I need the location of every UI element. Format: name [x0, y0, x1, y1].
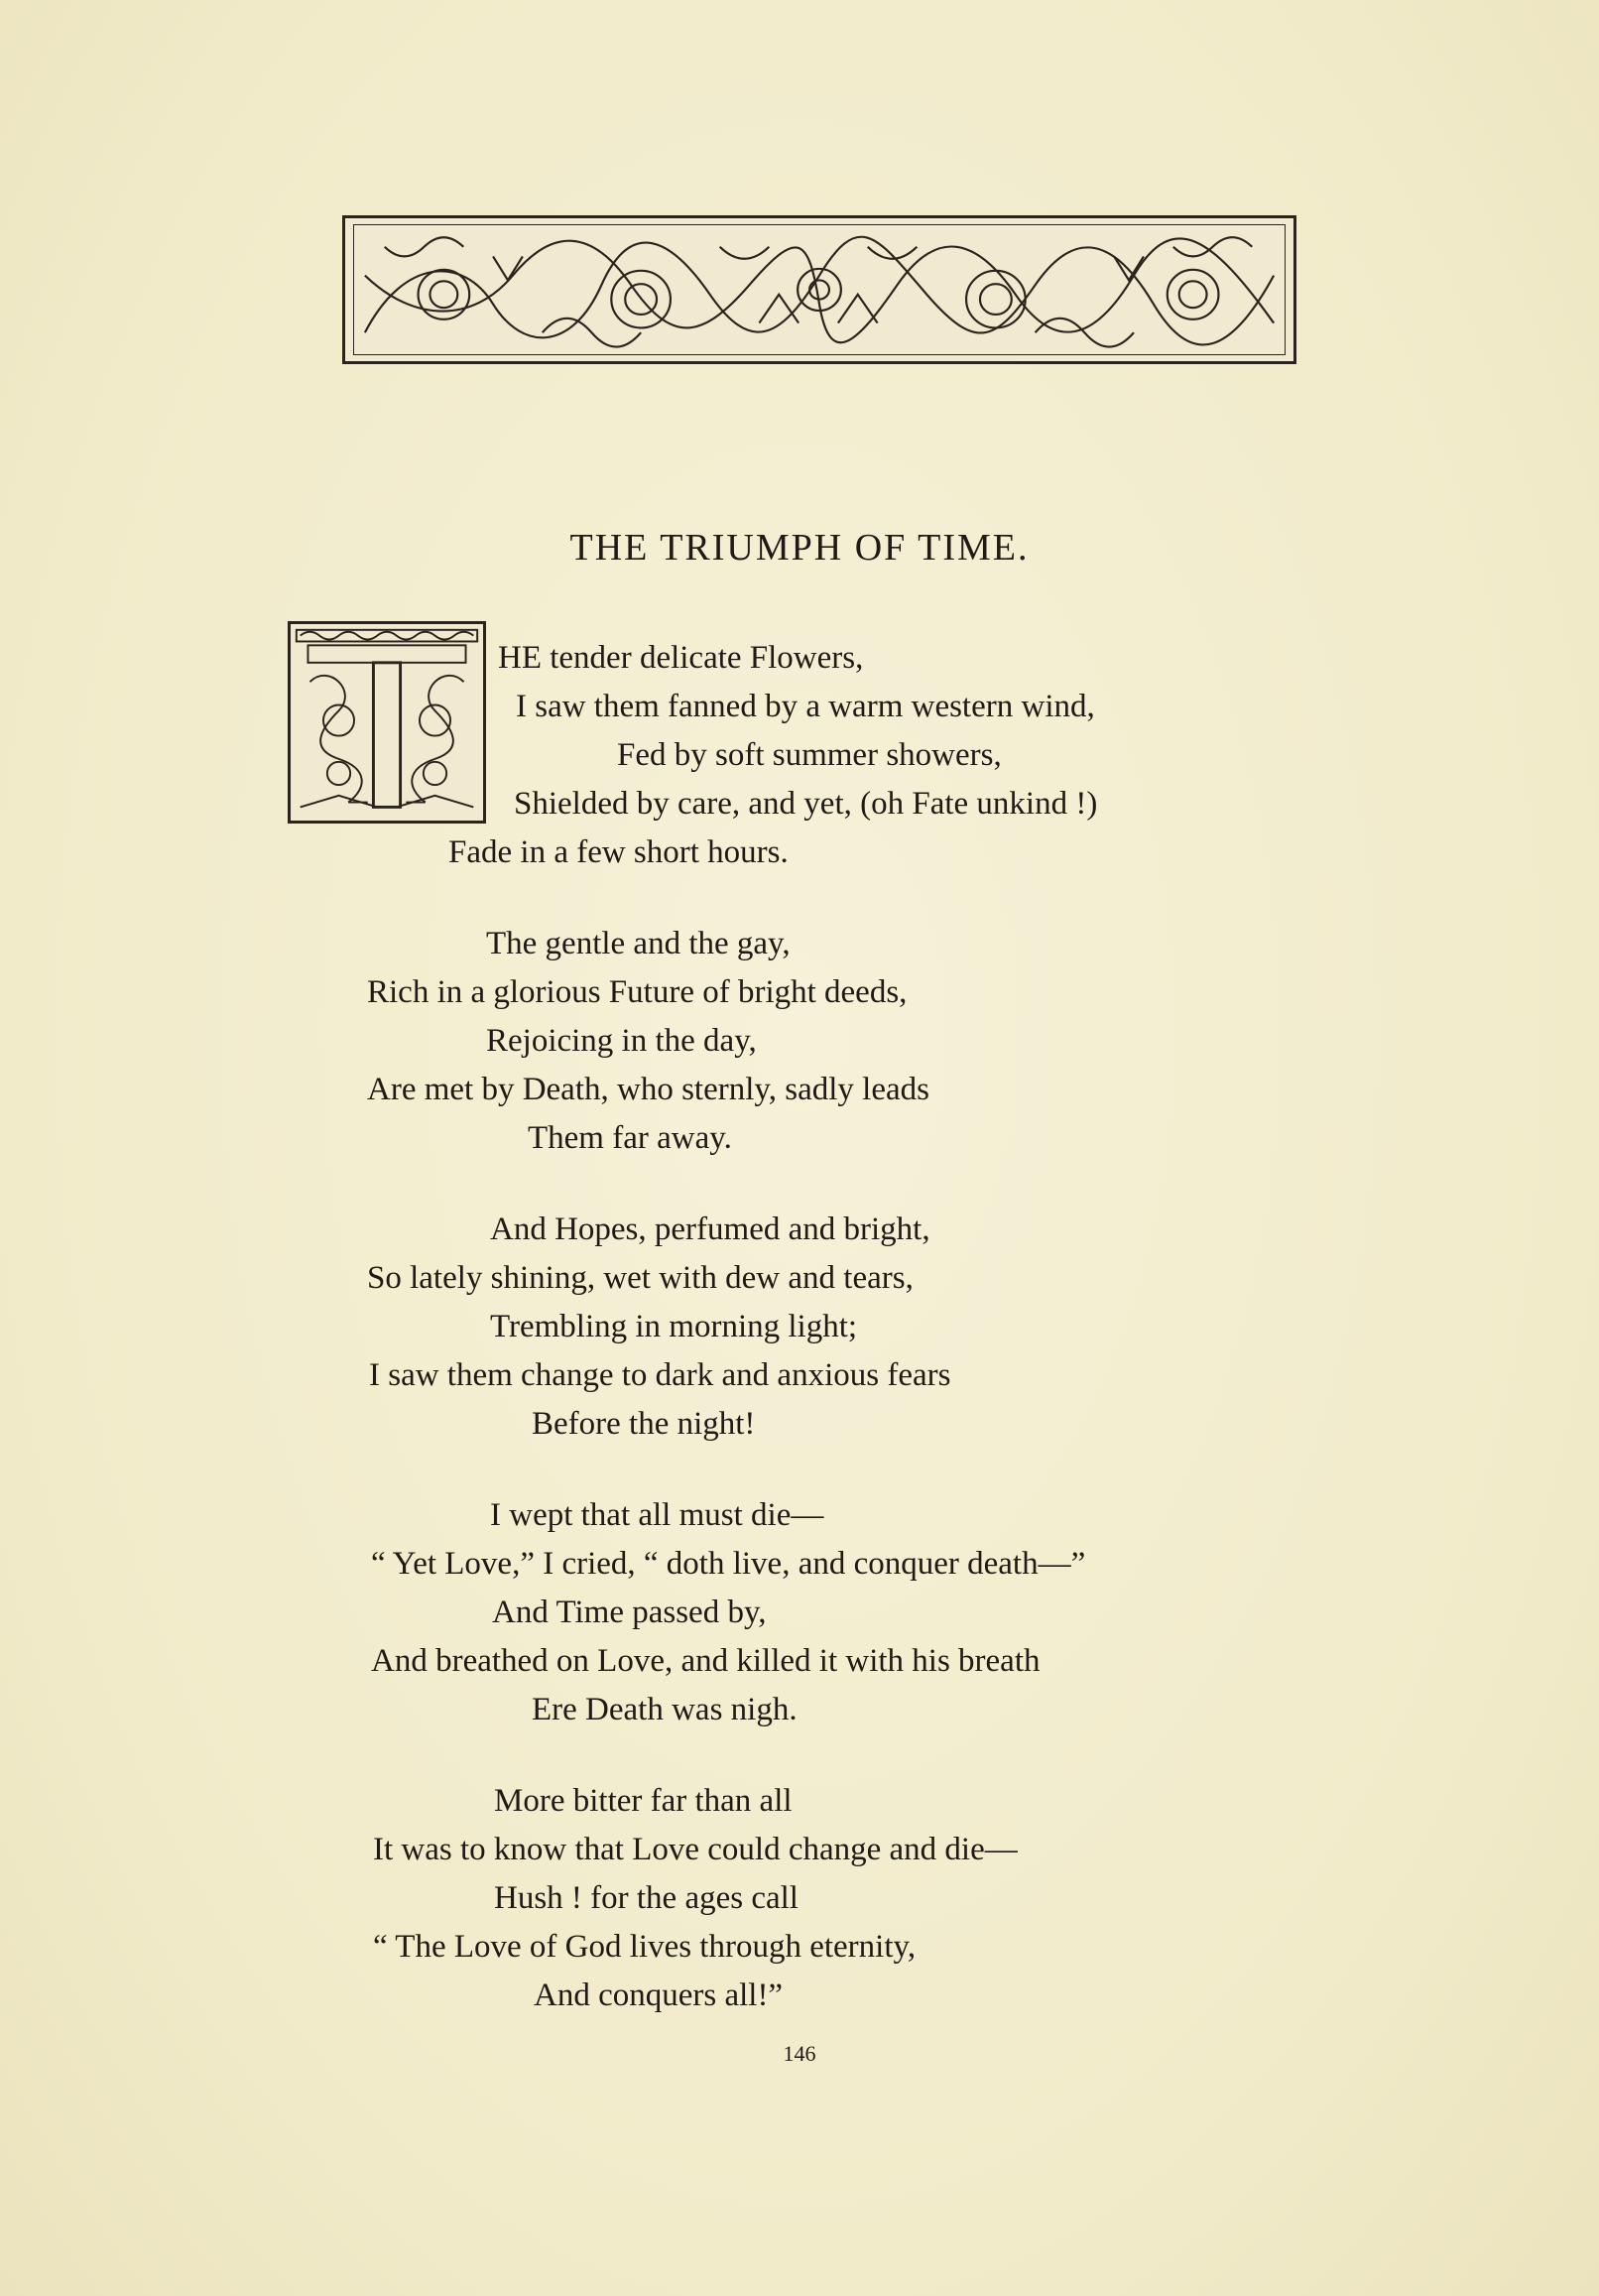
floral-headpiece-ornament [342, 215, 1296, 364]
poem-line: Shielded by care, and yet, (oh Fate unkind !) [514, 786, 1098, 822]
poem-line: I saw them fanned by a warm western wind, [516, 689, 1095, 724]
poem-line: HE tender delicate Flowers, [498, 640, 864, 676]
poem-line: Rejoicing in the day, [486, 1023, 757, 1059]
poem-line: Before the night! [532, 1406, 756, 1442]
poem-line: More bitter far than all [494, 1783, 793, 1819]
poem-line: Trembling in morning light; [490, 1309, 858, 1344]
poem-line: I wept that all must die— [490, 1497, 824, 1533]
poem-line: Fed by soft summer showers, [617, 737, 1002, 773]
decorated-initial-T-ornament-icon [291, 624, 483, 821]
poem-line: And breathed on Love, and killed it with his breath [371, 1643, 1041, 1679]
poem-line: Fade in a few short hours. [448, 834, 789, 870]
poem-line: I saw them change to dark and anxious fears [369, 1357, 951, 1393]
decorated-initial-T [288, 621, 486, 824]
poem-title: THE TRIUMPH OF TIME. [569, 527, 1030, 569]
poem-line: So lately shining, wet with dew and tears, [367, 1260, 914, 1296]
poem-line: The gentle and the gay, [486, 926, 791, 961]
poem-line: Are met by Death, who sternly, sadly leads [367, 1072, 929, 1107]
page-number: 146 [783, 2041, 816, 2066]
poem-line: It was to know that Love could change and die— [373, 1832, 1018, 1867]
poem-line: Ere Death was nigh. [532, 1692, 798, 1727]
floral-headpiece-ornament-icon [345, 218, 1293, 361]
poem-line: Rich in a glorious Future of bright deeds, [367, 974, 908, 1010]
poem-line: “ The Love of God lives through eternity, [373, 1929, 917, 1965]
poem-line: And Time passed by, [492, 1594, 767, 1630]
poem-line: And conquers all!” [534, 1977, 784, 2013]
poem-line: Hush ! for the ages call [494, 1880, 799, 1916]
poem-line: And Hopes, perfumed and bright, [490, 1212, 930, 1247]
poem-line: Them far away. [528, 1120, 732, 1156]
poem-line: “ Yet Love,” I cried, “ doth live, and conquer death—” [371, 1546, 1086, 1582]
